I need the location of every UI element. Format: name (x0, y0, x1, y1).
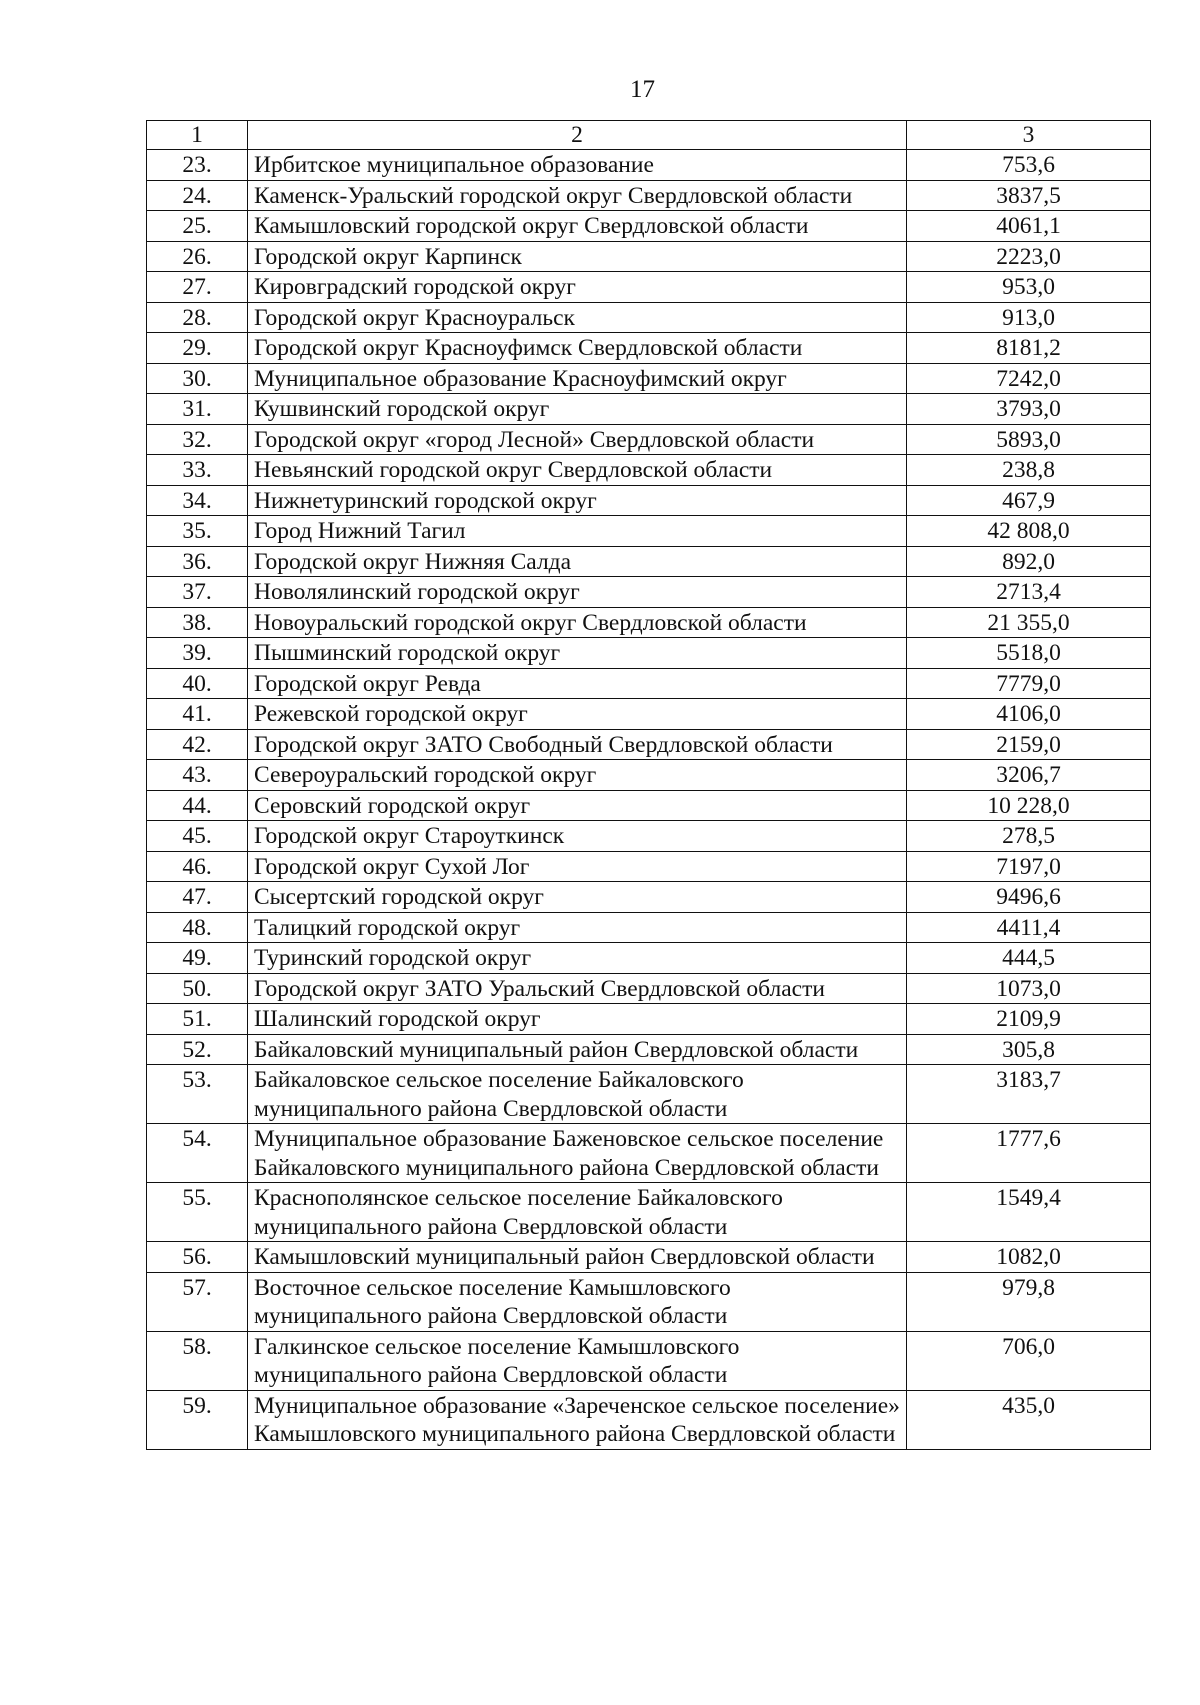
municipality-name-cell: Городской округ Нижняя Салда (248, 546, 907, 577)
value-cell: 5518,0 (907, 638, 1151, 669)
municipality-name-cell: Галкинское сельское поселение Камышловского муниципального района Свердловской области (248, 1331, 907, 1390)
value-cell: 1073,0 (907, 973, 1151, 1004)
table-row (147, 516, 1151, 547)
table-row (147, 668, 1151, 699)
municipality-name-cell: Городской округ Ревда (248, 668, 907, 699)
value-cell: 238,8 (907, 455, 1151, 486)
data-table (146, 120, 1151, 1450)
table-row (147, 1242, 1151, 1273)
row-number-cell: 55. (147, 1183, 248, 1242)
municipality-name-cell: Невьянский городской округ Свердловской области (248, 455, 907, 486)
row-number-cell: 24. (147, 180, 248, 211)
value-cell: 21 355,0 (907, 607, 1151, 638)
value-cell: 435,0 (907, 1390, 1151, 1449)
table-row (147, 638, 1151, 669)
value-cell: 7779,0 (907, 668, 1151, 699)
value-cell: 2109,9 (907, 1004, 1151, 1035)
value-cell: 4106,0 (907, 699, 1151, 730)
row-number-cell: 50. (147, 973, 248, 1004)
municipality-name-cell: Каменск-Уральский городской округ Свердловской области (248, 180, 907, 211)
table-row (147, 851, 1151, 882)
row-number-cell: 59. (147, 1390, 248, 1449)
table-row (147, 699, 1151, 730)
value-cell: 444,5 (907, 943, 1151, 974)
table-row (147, 790, 1151, 821)
value-cell: 467,9 (907, 485, 1151, 516)
table-row (147, 485, 1151, 516)
table-row (147, 760, 1151, 791)
value-cell: 3206,7 (907, 760, 1151, 791)
table-row (147, 333, 1151, 364)
row-number-cell: 56. (147, 1242, 248, 1273)
municipality-name-cell: Североуральский городской округ (248, 760, 907, 791)
row-number-cell: 34. (147, 485, 248, 516)
value-cell: 278,5 (907, 821, 1151, 852)
header-cell-number: 1 (147, 121, 248, 150)
municipality-name-cell: Городской округ ЗАТО Свободный Свердловской области (248, 729, 907, 760)
municipality-name-cell: Камышловский муниципальный район Свердловской области (248, 1242, 907, 1273)
value-cell: 9496,6 (907, 882, 1151, 913)
row-number-cell: 31. (147, 394, 248, 425)
table-row (147, 943, 1151, 974)
value-cell: 1082,0 (907, 1242, 1151, 1273)
table-row (147, 180, 1151, 211)
row-number-cell: 36. (147, 546, 248, 577)
municipality-name-cell: Городской округ «город Лесной» Свердловской области (248, 424, 907, 455)
row-number-cell: 47. (147, 882, 248, 913)
municipality-name-cell: Городской округ Карпинск (248, 241, 907, 272)
table-row (147, 821, 1151, 852)
value-cell: 953,0 (907, 272, 1151, 303)
value-cell: 979,8 (907, 1272, 1151, 1331)
municipality-name-cell: Муниципальное образование Красноуфимский округ (248, 363, 907, 394)
municipality-name-cell: Талицкий городской округ (248, 912, 907, 943)
table-row (147, 394, 1151, 425)
header-row (147, 121, 1151, 150)
table-row (147, 607, 1151, 638)
row-number-cell: 29. (147, 333, 248, 364)
value-cell: 4411,4 (907, 912, 1151, 943)
row-number-cell: 45. (147, 821, 248, 852)
table-row (147, 1272, 1151, 1331)
row-number-cell: 35. (147, 516, 248, 547)
table-row (147, 973, 1151, 1004)
row-number-cell: 51. (147, 1004, 248, 1035)
value-cell: 1549,4 (907, 1183, 1151, 1242)
page-number: 17 (630, 76, 655, 103)
row-number-cell: 25. (147, 211, 248, 242)
header-cell-value: 3 (907, 121, 1151, 150)
row-number-cell: 37. (147, 577, 248, 608)
municipality-name-cell: Байкаловский муниципальный район Свердловской области (248, 1034, 907, 1065)
value-cell: 7242,0 (907, 363, 1151, 394)
row-number-cell: 28. (147, 302, 248, 333)
table-row (147, 1390, 1151, 1449)
municipality-name-cell: Ирбитское муниципальное образование (248, 150, 907, 181)
value-cell: 5893,0 (907, 424, 1151, 455)
municipality-name-cell: Сысертский городской округ (248, 882, 907, 913)
value-cell: 913,0 (907, 302, 1151, 333)
row-number-cell: 43. (147, 760, 248, 791)
row-number-cell: 42. (147, 729, 248, 760)
row-number-cell: 58. (147, 1331, 248, 1390)
value-cell: 8181,2 (907, 333, 1151, 364)
table-row (147, 363, 1151, 394)
municipality-name-cell: Городской округ Сухой Лог (248, 851, 907, 882)
value-cell: 2159,0 (907, 729, 1151, 760)
table-row (147, 150, 1151, 181)
municipality-name-cell: Новоуральский городской округ Свердловской области (248, 607, 907, 638)
value-cell: 3793,0 (907, 394, 1151, 425)
municipality-name-cell: Пышминский городской округ (248, 638, 907, 669)
row-number-cell: 30. (147, 363, 248, 394)
row-number-cell: 33. (147, 455, 248, 486)
value-cell: 7197,0 (907, 851, 1151, 882)
table-row (147, 729, 1151, 760)
row-number-cell: 46. (147, 851, 248, 882)
table-row (147, 882, 1151, 913)
row-number-cell: 48. (147, 912, 248, 943)
table-row (147, 241, 1151, 272)
row-number-cell: 49. (147, 943, 248, 974)
table-row (147, 1183, 1151, 1242)
row-number-cell: 32. (147, 424, 248, 455)
value-cell: 3837,5 (907, 180, 1151, 211)
table-row (147, 302, 1151, 333)
table-body (147, 150, 1151, 1450)
municipality-name-cell: Туринский городской округ (248, 943, 907, 974)
municipality-name-cell: Городской округ ЗАТО Уральский Свердловской области (248, 973, 907, 1004)
value-cell: 753,6 (907, 150, 1151, 181)
municipality-name-cell: Город Нижний Тагил (248, 516, 907, 547)
value-cell: 706,0 (907, 1331, 1151, 1390)
table-row (147, 546, 1151, 577)
value-cell: 305,8 (907, 1034, 1151, 1065)
municipality-name-cell: Муниципальное образование «Зареченское сельское поселение» Камышловского муниципального района Свердловской области (248, 1390, 907, 1449)
table-row (147, 211, 1151, 242)
municipality-name-cell: Краснополянское сельское поселение Байкаловского муниципального района Свердловской области (248, 1183, 907, 1242)
table-row (147, 1065, 1151, 1124)
municipality-name-cell: Городской округ Красноуфимск Свердловской области (248, 333, 907, 364)
municipality-name-cell: Нижнетуринский городской округ (248, 485, 907, 516)
municipality-name-cell: Режевской городской округ (248, 699, 907, 730)
value-cell: 892,0 (907, 546, 1151, 577)
value-cell: 42 808,0 (907, 516, 1151, 547)
table-row (147, 577, 1151, 608)
value-cell: 2223,0 (907, 241, 1151, 272)
municipality-name-cell: Серовский городской округ (248, 790, 907, 821)
municipality-name-cell: Городской округ Красноуральск (248, 302, 907, 333)
table-row (147, 455, 1151, 486)
value-cell: 10 228,0 (907, 790, 1151, 821)
municipality-name-cell: Кушвинский городской округ (248, 394, 907, 425)
municipality-name-cell: Кировградский городской округ (248, 272, 907, 303)
table-row (147, 424, 1151, 455)
value-cell: 3183,7 (907, 1065, 1151, 1124)
row-number-cell: 54. (147, 1124, 248, 1183)
row-number-cell: 53. (147, 1065, 248, 1124)
municipality-name-cell: Новолялинский городской округ (248, 577, 907, 608)
municipality-name-cell: Восточное сельское поселение Камышловского муниципального района Свердловской области (248, 1272, 907, 1331)
municipality-name-cell: Муниципальное образование Баженовское сельское поселение Байкаловского муниципального района Свердловской области (248, 1124, 907, 1183)
row-number-cell: 39. (147, 638, 248, 669)
row-number-cell: 41. (147, 699, 248, 730)
municipality-name-cell: Шалинский городской округ (248, 1004, 907, 1035)
value-cell: 2713,4 (907, 577, 1151, 608)
header-cell-name: 2 (248, 121, 907, 150)
row-number-cell: 23. (147, 150, 248, 181)
value-cell: 4061,1 (907, 211, 1151, 242)
municipality-name-cell: Байкаловское сельское поселение Байкаловского муниципального района Свердловской области (248, 1065, 907, 1124)
row-number-cell: 57. (147, 1272, 248, 1331)
table-row (147, 1331, 1151, 1390)
table-row (147, 1034, 1151, 1065)
table-row (147, 272, 1151, 303)
row-number-cell: 38. (147, 607, 248, 638)
table-row (147, 1004, 1151, 1035)
row-number-cell: 44. (147, 790, 248, 821)
municipality-name-cell: Камышловский городской округ Свердловской области (248, 211, 907, 242)
value-cell: 1777,6 (907, 1124, 1151, 1183)
municipality-name-cell: Городской округ Староуткинск (248, 821, 907, 852)
row-number-cell: 40. (147, 668, 248, 699)
row-number-cell: 27. (147, 272, 248, 303)
table-row (147, 1124, 1151, 1183)
row-number-cell: 26. (147, 241, 248, 272)
table-row (147, 912, 1151, 943)
row-number-cell: 52. (147, 1034, 248, 1065)
